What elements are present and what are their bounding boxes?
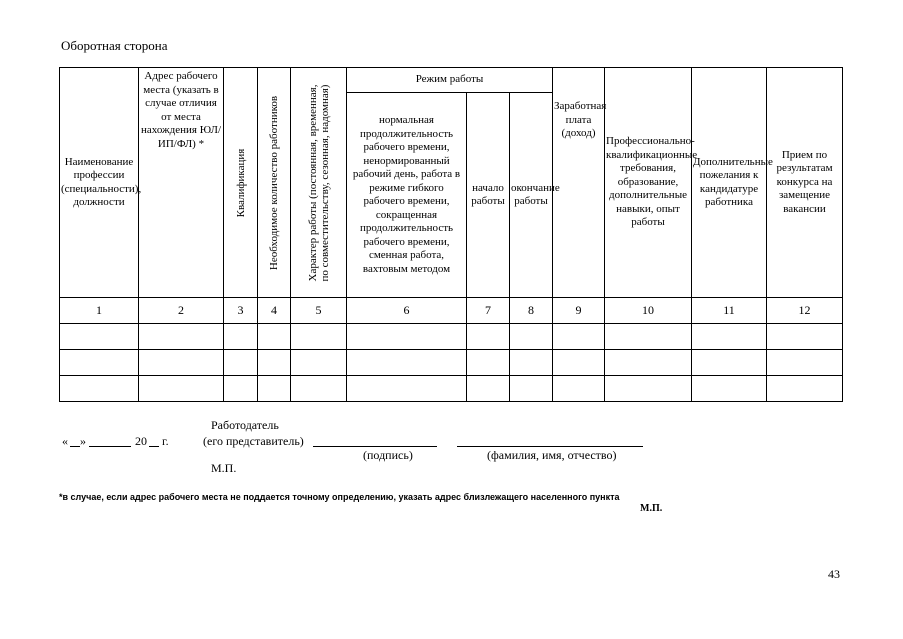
column-number: 2 xyxy=(139,298,224,324)
table-cell[interactable] xyxy=(767,376,843,402)
table-cell[interactable] xyxy=(139,350,224,376)
side-title: Оборотная сторона xyxy=(61,38,168,53)
header-workers-needed-text: Необходимое количество работников xyxy=(268,95,280,270)
table-cell[interactable] xyxy=(767,350,843,376)
column-number: 3 xyxy=(224,298,258,324)
header-profession: Наименование профессии (специальности), должности xyxy=(60,68,139,298)
signature-field[interactable] xyxy=(313,446,437,447)
table-cell[interactable] xyxy=(224,350,258,376)
header-work-end: окончание работы xyxy=(510,93,553,298)
table-cell[interactable] xyxy=(553,376,605,402)
column-number: 8 xyxy=(510,298,553,324)
table-cell[interactable] xyxy=(139,376,224,402)
column-number: 4 xyxy=(258,298,291,324)
header-address: Адрес рабочего места (указать в случае отличия от места нахождения ЮЛ/ИП/ФЛ) * xyxy=(139,68,224,298)
table-cell[interactable] xyxy=(467,324,510,350)
table-cell[interactable] xyxy=(605,350,692,376)
column-number: 9 xyxy=(553,298,605,324)
table-cell[interactable] xyxy=(510,350,553,376)
table-cell[interactable] xyxy=(692,350,767,376)
full-name-caption: (фамилия, имя, отчество) xyxy=(487,448,617,462)
table-cell[interactable] xyxy=(553,324,605,350)
header-salary: Заработная плата (доход) xyxy=(553,68,605,298)
vacancy-table xyxy=(59,67,843,402)
date-day-field[interactable] xyxy=(70,446,80,447)
table-cell[interactable] xyxy=(553,350,605,376)
table-cell[interactable] xyxy=(224,324,258,350)
column-number: 1 xyxy=(60,298,139,324)
header-workers-needed xyxy=(258,68,291,298)
table-cell[interactable] xyxy=(224,376,258,402)
date-month-field[interactable] xyxy=(89,446,131,447)
table-cell[interactable] xyxy=(258,350,291,376)
date-year-suffix: г. xyxy=(162,434,169,448)
table-cell[interactable] xyxy=(347,324,467,350)
full-name-field[interactable] xyxy=(457,446,643,447)
table-cell[interactable] xyxy=(139,324,224,350)
table-cell[interactable] xyxy=(767,324,843,350)
column-number: 7 xyxy=(467,298,510,324)
page-number: 43 xyxy=(828,567,840,581)
header-work-start: начало работы xyxy=(467,93,510,298)
header-contest: Прием по результатам конкурса на замещение вакансии xyxy=(767,68,843,298)
date-quote-close: » xyxy=(80,434,86,448)
column-number: 11 xyxy=(692,298,767,324)
table-cell[interactable] xyxy=(60,376,139,402)
table-cell[interactable] xyxy=(291,350,347,376)
header-work-nature-text: Характер работы (постоянная, временная, по совместительству, сезонная, надомная) xyxy=(306,84,331,281)
table-cell[interactable] xyxy=(692,376,767,402)
table-cell[interactable] xyxy=(692,324,767,350)
header-qualification-text: Квалификация xyxy=(234,148,247,217)
representative-label: (его представитель) xyxy=(203,434,304,448)
stamp-label: М.П. xyxy=(211,461,237,475)
header-qualification xyxy=(224,68,258,298)
footnote: *в случае, если адрес рабочего места не поддается точному определению, указать адрес близлежащего населенного пункта xyxy=(59,492,620,502)
column-number: 10 xyxy=(605,298,692,324)
table-cell[interactable] xyxy=(347,376,467,402)
date-year-field[interactable] xyxy=(149,446,159,447)
table-cell[interactable] xyxy=(467,376,510,402)
table-cell[interactable] xyxy=(60,324,139,350)
date-quote-open: « xyxy=(62,434,68,448)
date-year-prefix: 20 xyxy=(135,434,147,448)
column-number: 6 xyxy=(347,298,467,324)
header-work-mode-normal: нормальная продолжительность рабочего времени, ненормированный рабочий день, работа в режиме гибкого рабочего времени, сокращенная продолжительность рабочего времени, сменная работа, вахтовым методом xyxy=(347,93,467,298)
table-cell[interactable] xyxy=(510,376,553,402)
column-number: 12 xyxy=(767,298,843,324)
column-number: 5 xyxy=(291,298,347,324)
table-cell[interactable] xyxy=(291,376,347,402)
header-requirements: Профессионально-квалификационные требования, образование, дополнительные навыки, опыт работы xyxy=(605,68,692,298)
table-cell[interactable] xyxy=(347,350,467,376)
table-cell[interactable] xyxy=(258,324,291,350)
table-cell[interactable] xyxy=(291,324,347,350)
table-cell[interactable] xyxy=(605,324,692,350)
table-cell[interactable] xyxy=(60,350,139,376)
table-cell[interactable] xyxy=(605,376,692,402)
footnote-stamp: М.П. xyxy=(640,503,663,514)
table-cell[interactable] xyxy=(467,350,510,376)
table-cell[interactable] xyxy=(510,324,553,350)
signature-caption: (подпись) xyxy=(363,448,413,462)
header-wishes: Дополнительные пожелания к кандидатуре работника xyxy=(692,68,767,298)
header-work-nature xyxy=(291,68,347,298)
employer-label: Работодатель xyxy=(211,418,279,432)
header-work-mode: Режим работы xyxy=(347,68,553,93)
table-cell[interactable] xyxy=(258,376,291,402)
